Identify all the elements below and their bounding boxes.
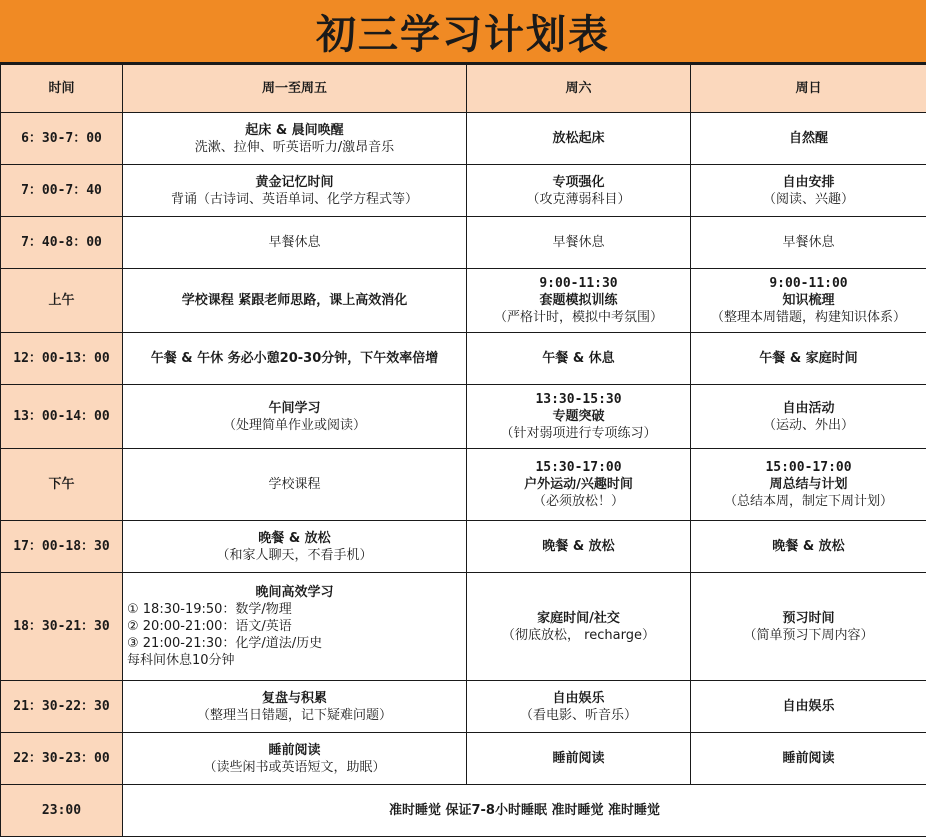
sunday-cell bbox=[691, 681, 926, 733]
activity-title: 自然醒 bbox=[788, 131, 828, 146]
activity-title: 放松起床 bbox=[552, 131, 605, 146]
activity-title: 自由活动 bbox=[782, 400, 835, 416]
table-row bbox=[1, 449, 926, 521]
activity-note: 早餐休息 bbox=[268, 235, 321, 250]
activity-note: 早餐休息 bbox=[552, 235, 605, 250]
activity-title: 家庭时间/社交 bbox=[537, 610, 620, 626]
activity-title: 自由安排 bbox=[782, 174, 835, 190]
table-row bbox=[1, 165, 926, 217]
activity-title: 自由娱乐 bbox=[552, 690, 605, 706]
activity-title: 午间学习 bbox=[268, 400, 321, 416]
sunday-cell bbox=[691, 385, 926, 449]
activity-title: 晚间高效学习 bbox=[255, 585, 334, 600]
activity-note: （运动、外出） bbox=[762, 417, 854, 433]
sunday-cell bbox=[691, 113, 926, 165]
saturday-cell bbox=[467, 521, 691, 573]
activity-title: 套题模拟训练 bbox=[539, 293, 618, 308]
activity-note: （阅读、兴趣） bbox=[762, 191, 854, 207]
activity-title: 睡前阅读 bbox=[268, 742, 321, 758]
table-row bbox=[1, 521, 926, 573]
activity-note: （看电影、听音乐） bbox=[519, 707, 637, 723]
time-cell: 22：30-23：00 bbox=[1, 733, 123, 785]
activity-note: （简单预习下周内容） bbox=[743, 627, 874, 643]
weekday-cell bbox=[123, 573, 467, 681]
table-row bbox=[1, 385, 926, 449]
sunday-cell bbox=[691, 573, 926, 681]
sunday-cell bbox=[691, 165, 926, 217]
activity-note: （必须放松！） bbox=[532, 494, 624, 509]
weekday-cell bbox=[123, 733, 467, 785]
saturday-cell bbox=[467, 333, 691, 385]
weekday-cell bbox=[123, 385, 467, 449]
saturday-cell bbox=[467, 165, 691, 217]
schedule-table bbox=[0, 64, 926, 837]
time-cell: 上午 bbox=[1, 269, 123, 333]
study-slot: ② 20:00-21:00：语文/英语 bbox=[127, 619, 292, 634]
activity-time: 15:00-17:00 bbox=[765, 460, 852, 475]
activity-title: 复盘与积累 bbox=[261, 690, 327, 706]
study-note: 每科间休息10分钟 bbox=[127, 653, 235, 668]
activity-title: 周总结与计划 bbox=[769, 477, 848, 492]
activity-title: 学校课程 紧跟老师思路，课上高效消化 bbox=[181, 293, 408, 308]
weekday-cell bbox=[123, 113, 467, 165]
activity-note: （严格计时，模拟中考氛围） bbox=[493, 310, 663, 325]
time-cell: 23:00 bbox=[1, 785, 123, 837]
activity-title: 自由娱乐 bbox=[782, 699, 835, 714]
activity-title: 专题突破 bbox=[552, 409, 605, 424]
activity-note: （彻底放松， recharge） bbox=[502, 627, 655, 643]
time-cell: 下午 bbox=[1, 449, 123, 521]
sunday-cell bbox=[691, 733, 926, 785]
saturday-cell bbox=[467, 217, 691, 269]
activity-note: （整理本周错题，构建知识体系） bbox=[710, 310, 906, 325]
activity-title: 户外运动/兴趣时间 bbox=[524, 477, 633, 492]
table-row bbox=[1, 113, 926, 165]
activity-note: 学校课程 bbox=[268, 477, 321, 492]
saturday-cell bbox=[467, 385, 691, 449]
activity-title: 晚餐 & 放松 bbox=[772, 539, 845, 554]
activity-title: 知识梳理 bbox=[782, 293, 835, 308]
saturday-cell bbox=[467, 573, 691, 681]
saturday-cell bbox=[467, 269, 691, 333]
weekday-cell bbox=[123, 333, 467, 385]
header-row bbox=[1, 65, 926, 113]
weekday-cell bbox=[123, 217, 467, 269]
activity-title: 专项强化 bbox=[552, 174, 605, 190]
study-slot: ① 18:30-19:50：数学/物理 bbox=[127, 602, 292, 617]
header-weekday: 周一至周五 bbox=[123, 65, 467, 113]
activity-note: 背诵（古诗词、英语单词、化学方程式等） bbox=[170, 191, 418, 207]
table-row bbox=[1, 333, 926, 385]
sunday-cell bbox=[691, 333, 926, 385]
study-slot: ③ 21:00-21:30：化学/道法/历史 bbox=[127, 636, 323, 651]
sunday-cell bbox=[691, 269, 926, 333]
header-time: 时间 bbox=[1, 65, 123, 113]
activity-note: （针对弱项进行专项练习） bbox=[500, 426, 657, 441]
activity-time: 9:00-11:30 bbox=[539, 276, 618, 291]
activity-title: 晚餐 & 放松 bbox=[258, 530, 331, 546]
page-title: 初三学习计划表 bbox=[0, 0, 926, 64]
activity-title: 晚餐 & 放松 bbox=[542, 539, 615, 554]
table-row bbox=[1, 269, 926, 333]
activity-title: 午餐 & 家庭时间 bbox=[759, 351, 858, 366]
activity-title: 起床 & 晨间唤醒 bbox=[245, 122, 344, 138]
saturday-cell bbox=[467, 449, 691, 521]
activity-note: （和家人聊天，不看手机） bbox=[216, 547, 373, 563]
activity-time: 9:00-11:00 bbox=[769, 276, 848, 291]
activity-time: 15:30-17:00 bbox=[535, 460, 622, 475]
table-row bbox=[1, 217, 926, 269]
sunday-cell bbox=[691, 449, 926, 521]
saturday-cell bbox=[467, 113, 691, 165]
sunday-cell bbox=[691, 217, 926, 269]
table-row bbox=[1, 733, 926, 785]
weekday-cell bbox=[123, 681, 467, 733]
bedtime-cell: 准时睡觉 保证7-8小时睡眠 准时睡觉 准时睡觉 bbox=[123, 785, 926, 837]
activity-title: 预习时间 bbox=[782, 610, 835, 626]
weekday-cell bbox=[123, 269, 467, 333]
time-cell: 21：30-22：30 bbox=[1, 681, 123, 733]
activity-title: 午餐 & 休息 bbox=[542, 351, 615, 366]
header-sunday: 周日 bbox=[691, 65, 926, 113]
activity-title: 黄金记忆时间 bbox=[255, 174, 334, 190]
time-cell: 12：00-13：00 bbox=[1, 333, 123, 385]
activity-note: （处理简单作业或阅读） bbox=[222, 417, 366, 433]
activity-note: （攻克薄弱科目） bbox=[526, 191, 631, 207]
time-cell: 13：00-14：00 bbox=[1, 385, 123, 449]
time-cell: 7：40-8：00 bbox=[1, 217, 123, 269]
activity-time: 13:30-15:30 bbox=[535, 392, 622, 407]
table-row bbox=[1, 573, 926, 681]
table-row bbox=[1, 785, 926, 837]
activity-note: （总结本周，制定下周计划） bbox=[723, 494, 893, 509]
activity-note: 洗漱、拉伸、听英语听力/激昂音乐 bbox=[194, 139, 395, 155]
table-row bbox=[1, 681, 926, 733]
activity-title: 睡前阅读 bbox=[552, 751, 605, 766]
activity-title: 睡前阅读 bbox=[782, 751, 835, 766]
time-cell: 17：00-18：30 bbox=[1, 521, 123, 573]
sunday-cell bbox=[691, 521, 926, 573]
saturday-cell bbox=[467, 733, 691, 785]
weekday-cell bbox=[123, 521, 467, 573]
activity-note: 早餐休息 bbox=[782, 235, 835, 250]
time-cell: 6：30-7：00 bbox=[1, 113, 123, 165]
weekday-cell bbox=[123, 449, 467, 521]
header-saturday: 周六 bbox=[467, 65, 691, 113]
time-cell: 7：00-7：40 bbox=[1, 165, 123, 217]
time-cell: 18：30-21：30 bbox=[1, 573, 123, 681]
activity-note: （整理当日错题，记下疑难问题） bbox=[196, 707, 392, 723]
activity-note: （读些闲书或英语短文，助眠） bbox=[203, 759, 386, 775]
saturday-cell bbox=[467, 681, 691, 733]
activity-title: 午餐 & 午休 务必小憩20-30分钟，下午效率倍增 bbox=[150, 351, 439, 366]
weekday-cell bbox=[123, 165, 467, 217]
